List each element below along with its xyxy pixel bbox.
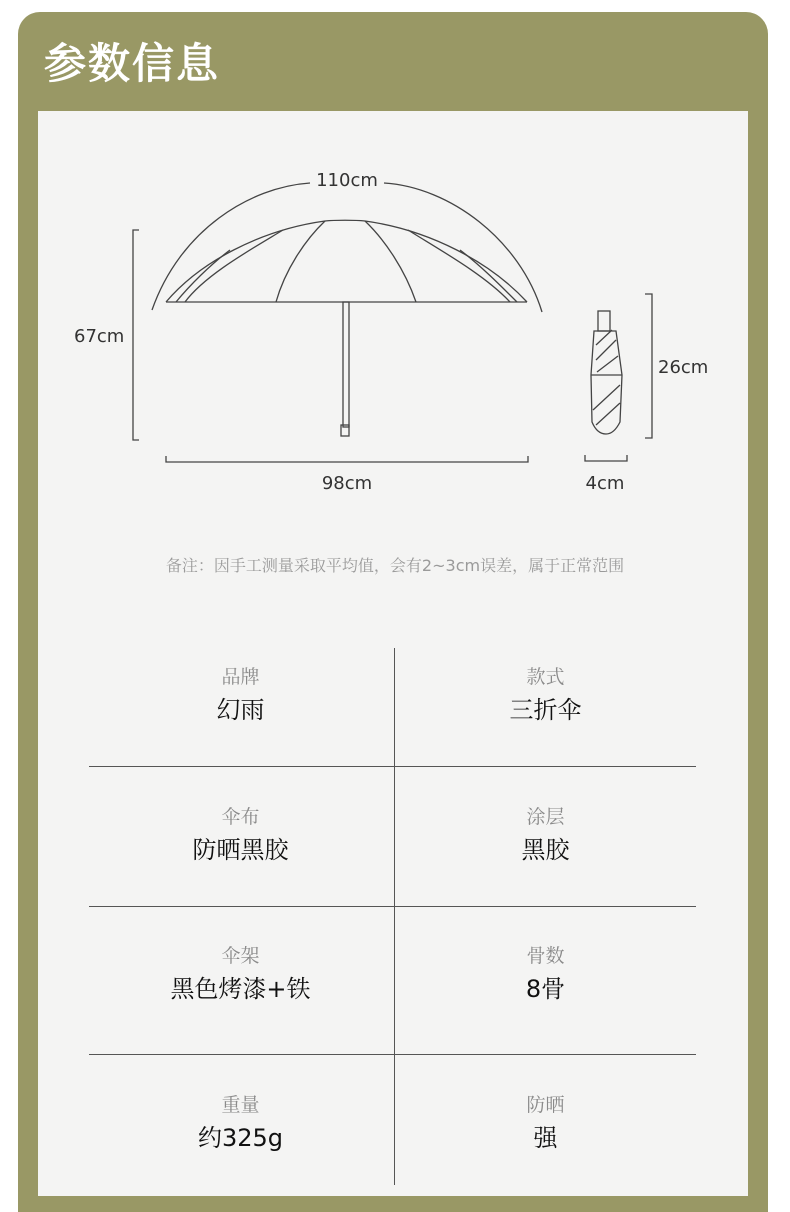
- spec-cell-uv: [394, 1092, 697, 1156]
- spec-row-divider: [89, 766, 696, 767]
- spec-value: 黑胶: [521, 836, 570, 864]
- spec-label: 重量: [221, 1094, 260, 1116]
- spec-cell-ribs: [394, 943, 697, 1007]
- folded-height-bracket: [645, 294, 652, 438]
- folded-width-bracket: [585, 455, 627, 461]
- spec-row-divider: [89, 906, 696, 907]
- spec-label: 涂层: [526, 806, 565, 828]
- spec-table: [89, 648, 696, 1185]
- shaft-icon: [343, 302, 349, 427]
- spec-cell-coating: [394, 804, 697, 868]
- spec-value: 三折伞: [509, 696, 582, 724]
- spec-value: 约325g: [197, 1124, 284, 1152]
- folded-umbrella-icon: [591, 330, 622, 434]
- canopy-ribs-icon: [176, 221, 517, 302]
- spec-cell-weight: [89, 1092, 392, 1156]
- open-height-label: 67cm: [74, 326, 125, 347]
- spec-cell-frame: [89, 943, 392, 1007]
- spec-value: 黑色烤漆+铁: [170, 975, 311, 1003]
- spec-label: 防晒: [526, 1094, 565, 1116]
- spec-cell-style: [394, 664, 697, 728]
- spec-label: 骨数: [526, 945, 565, 967]
- folded-cap-icon: [598, 311, 610, 331]
- folded-height-label: 26cm: [658, 357, 709, 378]
- spec-value: 防晒黑胶: [192, 836, 289, 864]
- open-width-label: 110cm: [316, 170, 378, 191]
- spec-label: 品牌: [221, 666, 260, 688]
- section-title: 参数信息: [44, 39, 221, 88]
- spec-cell-brand: [89, 664, 392, 728]
- spec-value: 8骨: [525, 975, 566, 1003]
- height-bracket: [133, 230, 139, 440]
- measurement-note: 备注：因手工测量采取平均值，会有2~3cm误差，属于正常范围: [165, 556, 625, 575]
- spec-label: 款式: [526, 666, 565, 688]
- canopy-arc-line: [152, 183, 542, 312]
- spec-value: 强: [533, 1124, 558, 1152]
- spec-label: 伞架: [221, 945, 260, 967]
- open-span-label: 98cm: [321, 473, 373, 494]
- span-bracket: [166, 456, 528, 462]
- spec-label: 伞布: [221, 806, 260, 828]
- umbrella-dimension-diagram: [0, 0, 790, 520]
- spec-value: 幻雨: [216, 696, 265, 724]
- folded-width-label: 4cm: [585, 473, 625, 494]
- spec-cell-fabric: [89, 804, 392, 868]
- spec-row-divider: [89, 1054, 696, 1055]
